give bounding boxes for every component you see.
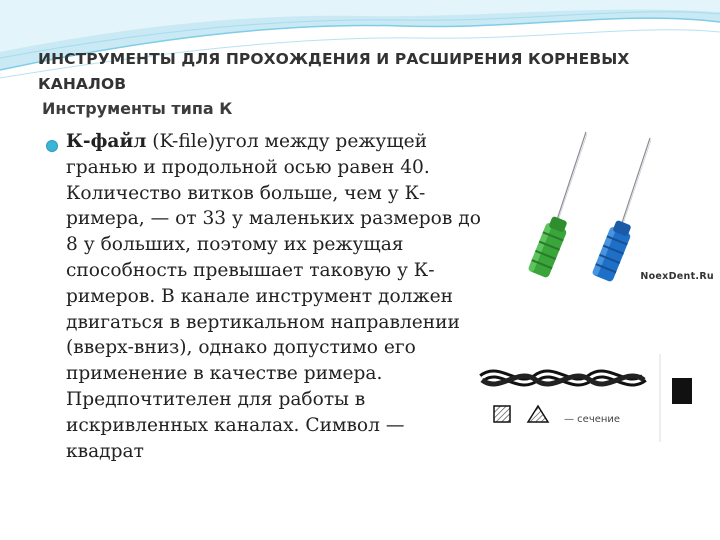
k-file-cross-section-diagram	[460, 350, 712, 446]
k-file-instruments-illustration	[502, 124, 720, 288]
k-file-instruments-photo	[502, 124, 720, 288]
bullet-description: (K-file)угол между режущей гранью и продольной осью равен 40. Количество витков больше, чем у К-римера, — от 33 у маленьких размеров до 8 у больших, поэтому их режущая способность превышает таковую у К-римеров. В канале инструмент должен двигаться в вертикальном направлении (вверх-вниз), однако допустимо его применение в качестве римера. Предпочтителен для работы в искривленных каналах. Символ — квадрат	[66, 131, 481, 462]
bullet-paragraph	[66, 129, 486, 464]
bullet-marker	[46, 140, 58, 152]
bullet-lead-term: К-файл	[66, 131, 147, 152]
slide-subtitle: Инструменты типа К	[42, 99, 233, 118]
photo-watermark: NoexDent.Ru	[640, 271, 714, 282]
k-file-twist-illustration	[460, 350, 712, 446]
cross-section-label: — сечение	[564, 414, 621, 425]
slide-title: ИНСТРУМЕНТЫ ДЛЯ ПРОХОЖДЕНИЯ И РАСШИРЕНИЯ КОРНЕВЫХ КАНАЛОВ	[38, 50, 630, 93]
